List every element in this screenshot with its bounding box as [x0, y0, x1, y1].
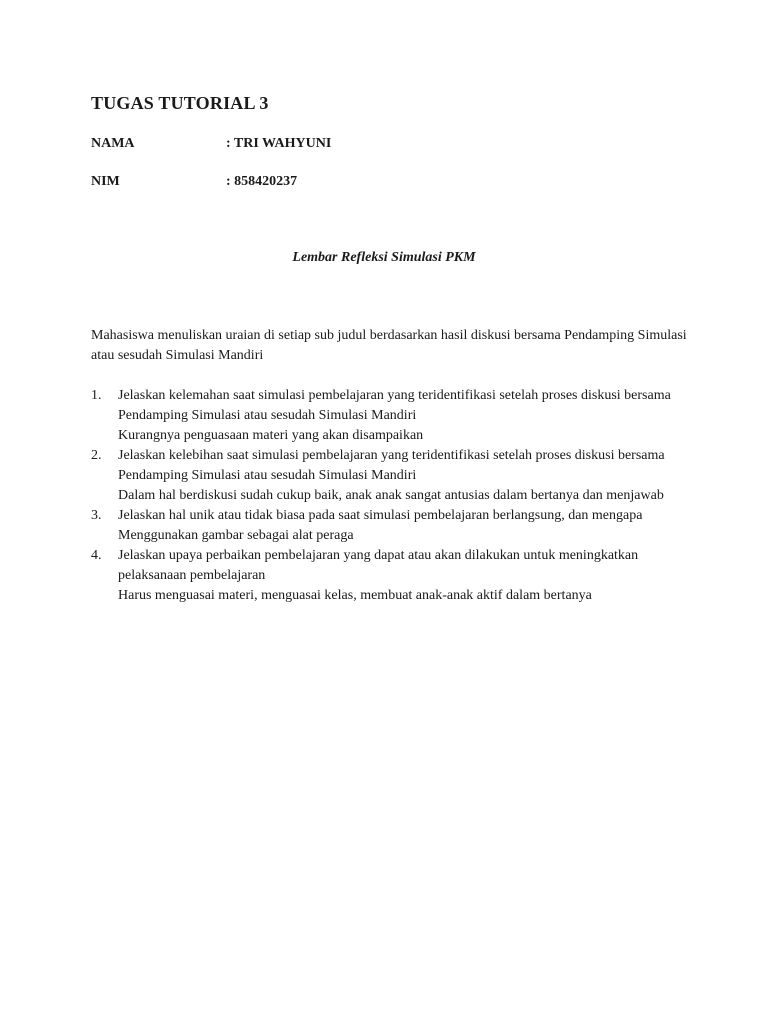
question-text: Jelaskan kelebihan saat simulasi pembelajaran yang teridentifikasi setelah proses diskusi bersama Pendamping Simulasi atau sesudah Simulasi Mandiri: [118, 448, 665, 483]
intro-paragraph: Mahasiswa menuliskan uraian di setiap sub judul berdasarkan hasil diskusi bersama Pendamping Simulasi atau sesudah Simulasi Mandiri: [91, 328, 687, 363]
question-number: 3.: [91, 508, 102, 523]
question-item-3: [91, 506, 691, 546]
question-item-1: [91, 386, 691, 446]
question-number: 1.: [91, 388, 102, 403]
answer-text: Kurangnya penguasaan materi yang akan disampaikan: [118, 428, 424, 443]
nama-value: : TRI WAHYUNI: [226, 136, 332, 151]
question-number: 2.: [91, 448, 102, 463]
document-subtitle: Lembar Refleksi Simulasi PKM: [292, 250, 476, 265]
nim-label: NIM: [91, 174, 120, 189]
nim-value: : 858420237: [226, 174, 298, 189]
answer-text: Harus menguasai materi, menguasai kelas, membuat anak-anak aktif dalam bertanya: [118, 588, 592, 603]
question-text: Jelaskan kelemahan saat simulasi pembelajaran yang teridentifikasi setelah proses diskusi bersama Pendamping Simulasi atau sesudah Simulasi Mandiri: [118, 388, 671, 423]
question-item-2: [91, 446, 691, 506]
question-text: Jelaskan upaya perbaikan pembelajaran yang dapat atau akan dilakukan untuk meningkatkan pelaksanaan pembelajaran: [118, 548, 639, 583]
answer-text: Menggunakan gambar sebagai alat peraga: [118, 528, 354, 543]
question-number: 4.: [91, 548, 102, 563]
question-list: [91, 386, 691, 606]
nama-label: NAMA: [91, 136, 135, 151]
question-item-4: [91, 546, 691, 606]
answer-text: Dalam hal berdiskusi sudah cukup baik, anak anak sangat antusias dalam bertanya dan menjawab: [118, 488, 664, 503]
question-text: Jelaskan hal unik atau tidak biasa pada saat simulasi pembelajaran berlangsung, dan mengapa: [118, 508, 643, 523]
document-title: TUGAS TUTORIAL 3: [91, 93, 269, 113]
